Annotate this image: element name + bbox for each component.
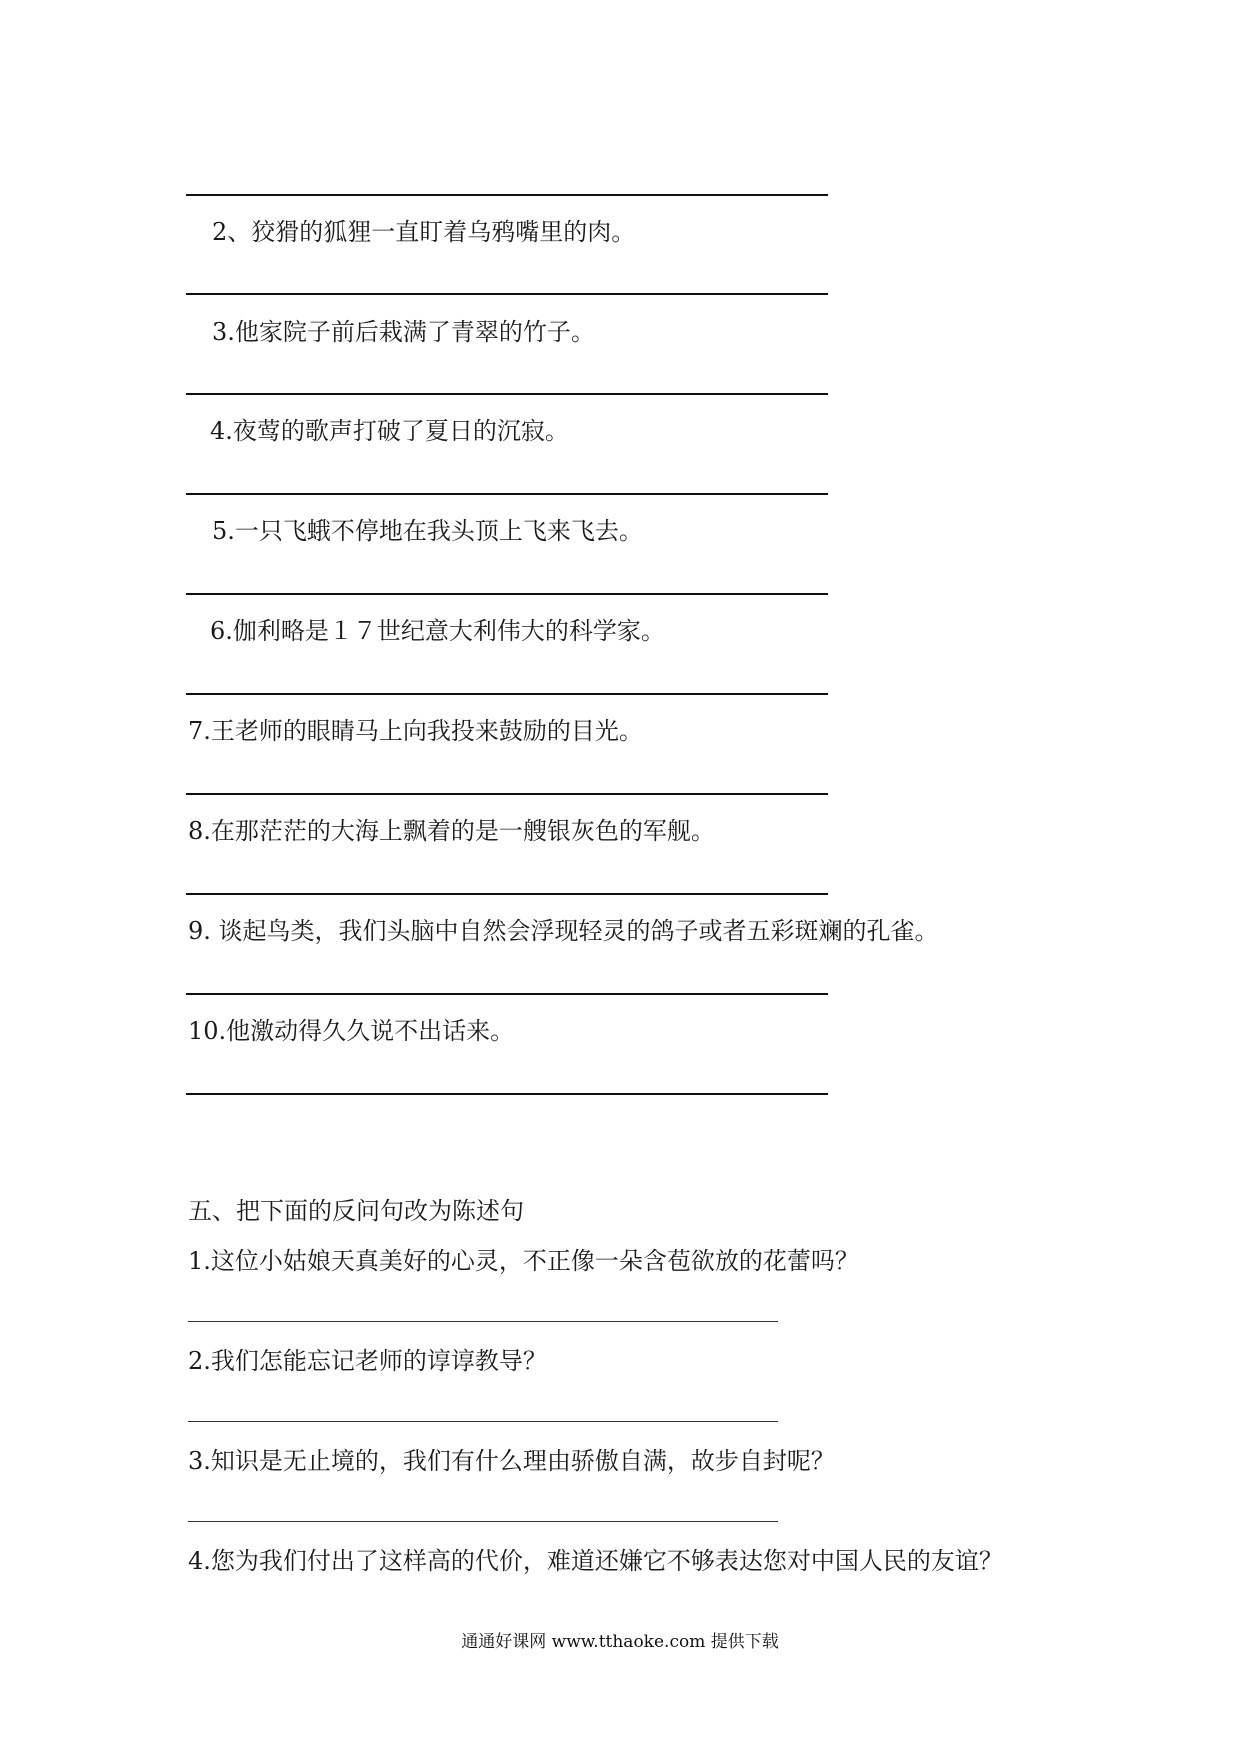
answer-line bbox=[186, 194, 828, 196]
answer-line bbox=[188, 1321, 778, 1322]
question-item: 3.他家院子前后栽满了青翠的竹子。 bbox=[212, 318, 595, 346]
question-item: 6.伽利略是１７世纪意大利伟大的科学家。 bbox=[210, 617, 665, 645]
question-item: 3.知识是无止境的，我们有什么理由骄傲自满，故步自封呢？ bbox=[188, 1447, 835, 1475]
answer-line bbox=[186, 293, 828, 295]
answer-line bbox=[186, 393, 828, 395]
question-item: 10.他激动得久久说不出话来。 bbox=[188, 1017, 515, 1045]
question-item: 8.在那茫茫的大海上飘着的是一艘银灰色的军舰。 bbox=[188, 817, 715, 845]
question-item: 1.这位小姑娘天真美好的心灵，不正像一朵含苞欲放的花蕾吗？ bbox=[188, 1247, 859, 1275]
answer-line bbox=[186, 593, 828, 595]
question-item: 7.王老师的眼睛马上向我投来鼓励的目光。 bbox=[188, 717, 643, 745]
page-footer: 通通好课网 www.tthaoke.com 提供下载 bbox=[461, 1632, 779, 1652]
answer-line bbox=[186, 793, 828, 795]
question-item: 4.您为我们付出了这样高的代价，难道还嫌它不够表达您对中国人民的友谊？ bbox=[188, 1547, 1003, 1575]
answer-line bbox=[186, 493, 828, 495]
question-item: 9. 谈起鸟类，我们头脑中自然会浮现轻灵的鸽子或者五彩斑斓的孔雀。 bbox=[188, 917, 939, 945]
answer-line bbox=[188, 1521, 778, 1522]
question-item: 2.我们怎能忘记老师的谆谆教导？ bbox=[188, 1347, 547, 1375]
answer-line bbox=[186, 1093, 828, 1095]
answer-line bbox=[188, 1421, 778, 1422]
section-title: 五、把下面的反问句改为陈述句 bbox=[188, 1197, 524, 1225]
answer-line bbox=[186, 693, 828, 695]
question-item: 5.一只飞蛾不停地在我头顶上飞来飞去。 bbox=[212, 517, 643, 545]
question-item: 2、狡猾的狐狸一直盯着乌鸦嘴里的肉。 bbox=[212, 218, 636, 246]
question-item: 4.夜莺的歌声打破了夏日的沉寂。 bbox=[210, 417, 569, 445]
answer-line bbox=[186, 993, 828, 995]
answer-line bbox=[186, 893, 828, 895]
